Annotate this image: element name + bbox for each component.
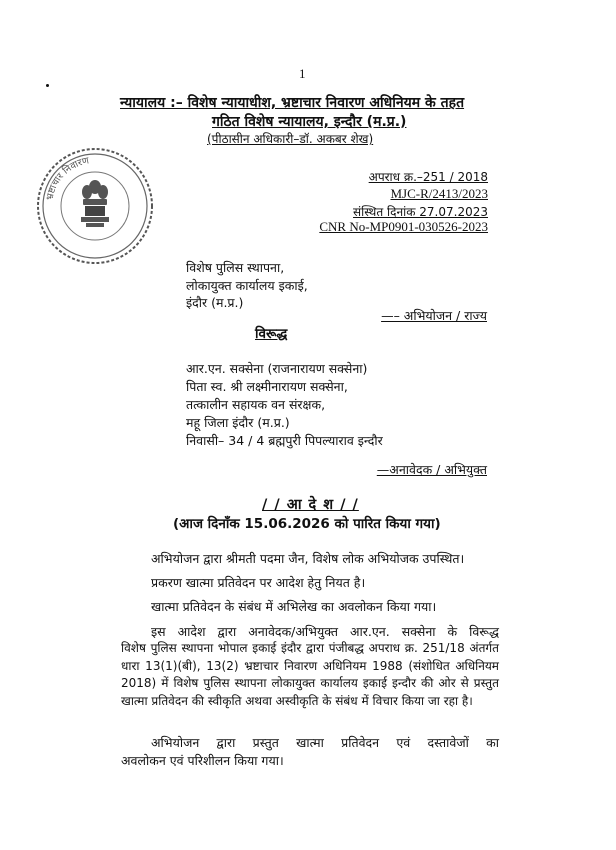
court-title-line2: गठित विशेष न्यायालय, इन्दौर (म.प्र.) [212, 114, 407, 130]
mjc-number: MJC-R/2413/2023 [390, 186, 488, 201]
accused-line4: महू जिला इंदौर (म.प्र.) [186, 415, 290, 430]
emblem-icon [81, 180, 109, 227]
order-paragraph-2: प्रकरण खात्मा प्रतिवेदन पर आदेश हेतु नियत है। [151, 575, 366, 590]
prosecution-line2: लोकायुक्त कार्यालय इकाई, [186, 278, 308, 293]
margin-dot [46, 84, 49, 87]
versus-heading: विरूद्ध [255, 326, 288, 342]
prosecution-line1: विशेष पुलिस स्थापना, [186, 260, 285, 275]
accused-line3: तत्कालीन सहायक वन संरक्षक, [186, 397, 326, 412]
accused-role: —अनावेदक / अभियुक्त [376, 462, 487, 477]
seal-text: भ्रष्टाचार निवारण [44, 155, 90, 202]
order-title: / / आ दे श / / [262, 497, 359, 513]
order-date: (आज दिनाँक 15.06.2026 को पारित किया गया) [173, 516, 441, 532]
accused-line2: पिता स्व. श्री लक्ष्मीनारायण सक्सेना, [186, 379, 348, 394]
order-paragraph-5-lead: अभियोजन द्वारा प्रस्तुत खात्मा प्रतिवेदन एवं दस्तावेजों का [151, 735, 499, 750]
court-seal [34, 145, 156, 267]
prosecution-line3: इंदौर (म.प्र.) [186, 295, 244, 310]
cnr-number: CNR No-MP0901-030526-2023 [319, 219, 488, 234]
accused-line1: आर.एन. सक्सेना (राजनारायण सक्सेना) [186, 361, 368, 376]
institution-date: संस्थित दिनांक 27.07.2023 [353, 205, 488, 219]
case-number: अपराध क्र.–251 / 2018 [368, 170, 488, 184]
presiding-officer: (पीठासीन अधिकारी–डॉ. अकबर शेख) [207, 132, 374, 146]
order-paragraph-4: विशेष पुलिस स्थापना भोपाल इकाई इंदौर द्वारा पंजीबद्ध अपराध क्र. 251/18 अंतर्गत धारा 13(1)(बी), 13(2) भ्रष्टाचार निवारण अधिनियम 1988 (संशोधित अधिनियम 2018) में विशेष पुलिस स्थापना लोकायुक्त कार्यालय इकाई इन्दौर की ओर से प्रस्तुत खात्मा प्रतिवेदन की स्वीकृति अथवा अस्वीकृति के संबंध में विचार किया जा रहा है। [121, 641, 499, 708]
accused-line5: निवासी– 34 / 4 ब्रह्मपुरी पिपल्याराव इन्दौर [186, 433, 383, 448]
order-paragraph-5: अवलोकन एवं परिशीलन किया गया। [121, 753, 284, 768]
page-number: 1 [299, 66, 306, 81]
order-paragraph-4-lead: इस आदेश द्वारा अनावेदक/अभियुक्त आर.एन. सक्सेना के विरूद्ध [151, 624, 499, 639]
order-paragraph-1: अभियोजन द्वारा श्रीमती पदमा जैन, विशेष लोक अभियोजक उपस्थित। [151, 551, 465, 566]
court-title-line1: न्यायालय :– विशेष न्यायाधीश, भ्रष्टाचार निवारण अधिनियम के तहत [120, 95, 465, 111]
order-paragraph-3: खात्मा प्रतिवेदन के संबंध में अभिलेख का अवलोकन किया गया। [151, 599, 437, 614]
prosecution-role: —– अभियोजन / राज्य [381, 308, 487, 323]
